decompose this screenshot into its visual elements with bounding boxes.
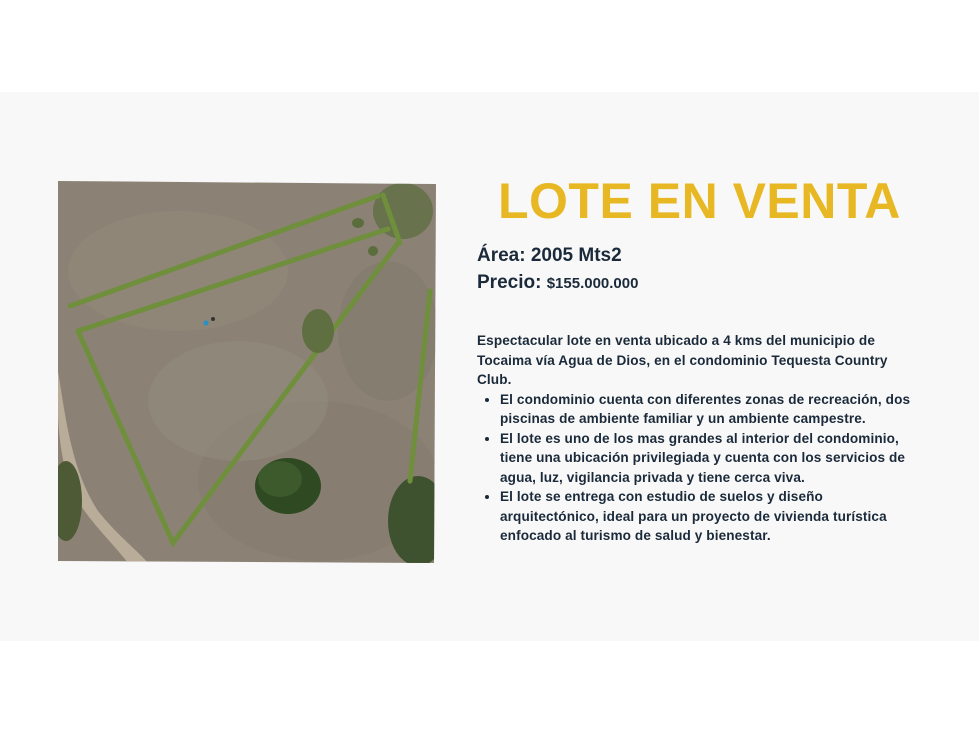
feature-item: • El lote se entrega con estudio de suelos y diseño arquitectónico, ideal para un proyecto de vivienda turística enfocado al turismo de salud y bienestar. <box>500 487 917 546</box>
feature-list <box>477 390 917 546</box>
page-title: LOTE EN VENTA <box>498 173 901 229</box>
feature-item: • El condominio cuenta con diferentes zonas de recreación, dos piscinas de ambiente familiar y un ambiente campestre. <box>500 390 917 429</box>
price-line <box>477 272 638 294</box>
area-value: 2005 Mts2 <box>530 245 622 266</box>
description-intro: Espectacular lote en venta ubicado a 4 kms del municipio de Tocaima vía Agua de Dios, en el condominio Tequesta Country Club. <box>477 333 888 387</box>
aerial-lot-photo <box>58 181 436 563</box>
area-line <box>477 245 622 267</box>
area-label: Área: <box>477 245 526 266</box>
description-block <box>477 331 917 546</box>
price-value: $155.000.000 <box>546 275 639 292</box>
feature-item: • El lote es uno de los mas grandes al interior del condominio, tiene una ubicación privilegiada y cuenta con los servicios de agua, luz, vigilancia privada y tiene cerca viva. <box>500 429 917 488</box>
price-label: Precio: <box>477 272 542 293</box>
